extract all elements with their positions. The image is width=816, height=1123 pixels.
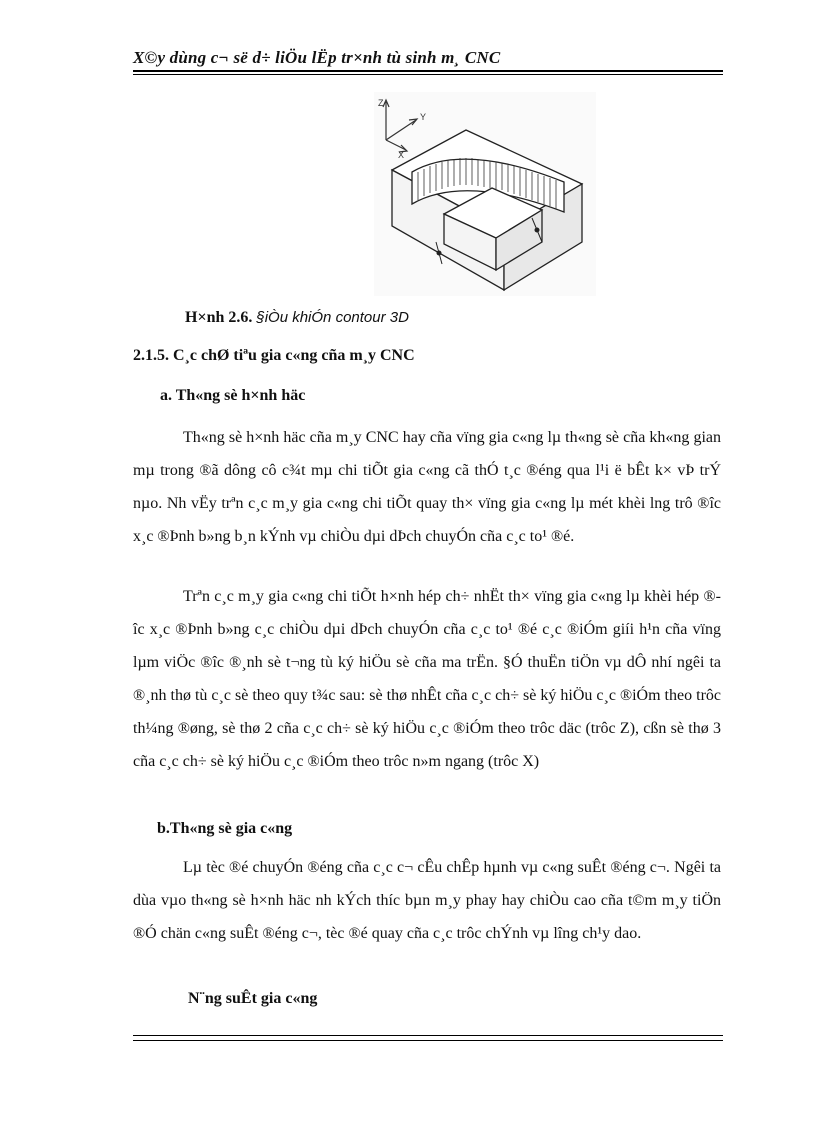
caption-text: §iÒu khiÓn contour 3D [256, 309, 409, 326]
paragraph: Trªn c¸c m¸y gia c«ng chi tiÕt h×nh hép ch÷ nhËt th× vïng gia c«ng lµ khèi hép ®îc x¸c ®Þnh b»ng c¸c chiÒu dµi dÞch chuyÓn cña c¸c to¹ ®é c¸c ®iÓm giíi h¹n cña vïng lµm viÖc ®îc ®¸nh sè t¬ng tù ký hiÖu sè cña ma trËn. §Ó thuËn tiÖn vµ dÔ nhí ngêi ta ®¸nh thø tù c¸c sè theo quy t¾c sau: sè thø nhÊt cña c¸c ch÷ sè ký hiÖu c¸c ®iÓm theo trôc th¼ng ®øng, sè thø 2 cña c¸c ch÷ sè ký hiÖu c¸c ®iÓm theo trôc däc (trôc Z), cßn sè thø 3 cña c¸c ch÷ sè ký hiÖu c¸c ®iÓm theo trôc n»m ngang (trôc X) [133, 588, 721, 770]
subsection-c-title: N¨ng suÊt gia c«ng [188, 990, 318, 1007]
figure-caption [185, 309, 409, 327]
subsection-b-title: b.Th«ng sè gia c«ng [157, 820, 293, 837]
3d-contour-milling-illustration [374, 92, 596, 296]
z-axis-label: Z [378, 98, 384, 108]
y-axis-line [386, 120, 416, 140]
section-title: 2.1.5. C¸c chØ tiªu gia c«ng cña m¸y CNC [133, 347, 415, 364]
x-axis-line [386, 140, 406, 150]
footer-rule-bottom [133, 1040, 723, 1041]
header-rule-thin [133, 74, 723, 75]
running-header: X©y dùng c¬ së d÷ liÖu lËp tr×nh tù sinh m¸ CNC [133, 48, 501, 67]
y-axis-label: Y [420, 112, 427, 122]
paragraph: Lµ tèc ®é chuyÓn ®éng cña c¸c c¬ cÊu chÊp hµnh vµ c«ng suÊt ®éng c¬. Ngêi ta dùa vµo th«ng sè h×nh häc nh kÝch thíc bµn m¸y phay hay chiÒu cao cña t©m m¸y tiÖn ®Ó chän c«ng suÊt ®éng c¬, tèc ®é quay cña c¸c trôc chÝnh vµ lîng ch¹y dao. [133, 859, 721, 942]
x-axis-label: X [398, 150, 405, 160]
caption-label: H×nh 2.6. [185, 309, 253, 326]
figure-3d-contour [374, 92, 596, 296]
footer-rule-top [133, 1035, 723, 1036]
subsection-a-title: a. Th«ng sè h×nh häc [160, 387, 306, 404]
header-rule-thick [133, 70, 723, 72]
paragraph: Th«ng sè h×nh häc cña m¸y CNC hay cña vïng gia c«ng lµ th«ng sè cña kh«ng gian mµ trong ®ã dông cô c¾t mµ chi tiÕt gia c«ng cã thÓ t¸c ®éng qua l¹i ë bÊt k× vÞ trÝ nµo. Nh vËy trªn c¸c m¸y gia c«ng chi tiÕt quay th× vïng gia c«ng lµ mét khèi lng trô ®îc x¸c ®Þnh b»ng b¸n kÝnh vµ chiÒu dµi dÞch chuyÓn cña c¸c to¹ ®é. [133, 429, 721, 545]
